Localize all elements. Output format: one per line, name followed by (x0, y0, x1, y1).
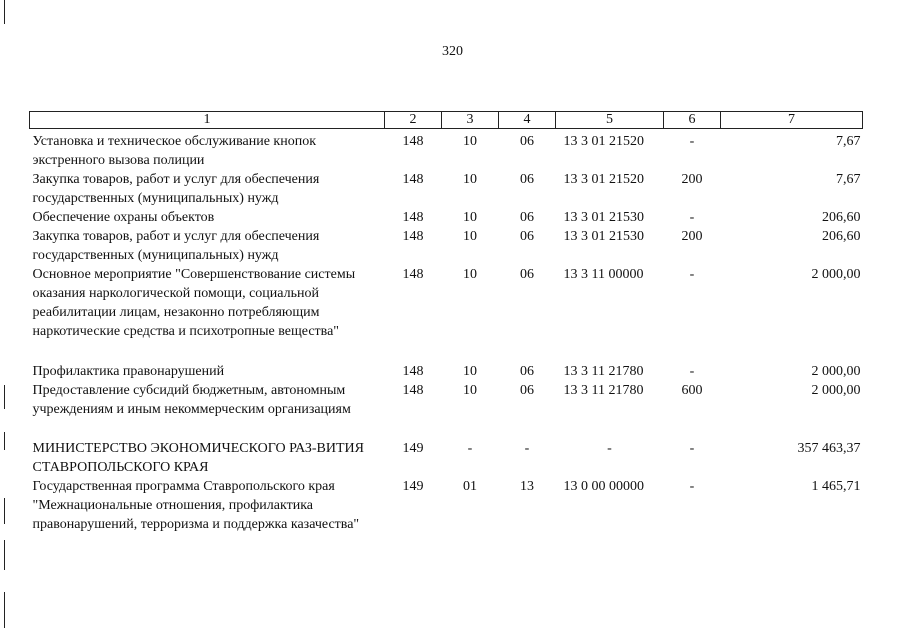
row-target-article: 13 3 11 00000 (563, 267, 644, 282)
row-subsection: 06 (520, 210, 534, 225)
page-number: 320 (442, 44, 463, 59)
table-row (30, 362, 863, 381)
row-ministry-code: 149 (402, 479, 424, 494)
row-subsection: 13 (520, 479, 534, 494)
row-amount: 2 000,00 (811, 267, 861, 282)
column-header: 5 (556, 112, 664, 129)
blank-row (30, 341, 863, 362)
row-expense-type: - (689, 134, 695, 149)
row-ministry-code: 148 (402, 267, 424, 282)
column-header: 6 (664, 112, 721, 129)
table-row (30, 170, 863, 208)
row-amount: 357 463,37 (797, 441, 861, 456)
row-ministry-code: 148 (402, 229, 424, 244)
row-section: 10 (463, 210, 477, 225)
row-ministry-code: 148 (402, 172, 424, 187)
row-target-article: 13 3 01 21530 (563, 210, 644, 225)
scan-edge-mark (4, 432, 5, 450)
row-target-article: 13 3 01 21520 (563, 172, 644, 187)
row-subsection: 06 (520, 134, 534, 149)
row-target-article: - (607, 441, 612, 456)
row-amount: 206,60 (822, 210, 861, 225)
row-ministry-code: 148 (402, 210, 424, 225)
column-header: 1 (30, 112, 385, 129)
column-header: 4 (499, 112, 556, 129)
table-row (30, 439, 863, 477)
row-subsection: 06 (520, 229, 534, 244)
row-name: Государственная программа Ставропольского края "Межнациональные отношения, профилактика правонарушений, терроризма и поддержка казачества" (32, 479, 360, 532)
row-amount: 1 465,71 (811, 479, 861, 494)
scan-edge-mark (4, 592, 5, 628)
row-expense-type: - (689, 210, 695, 225)
table-header-row (30, 112, 863, 129)
row-amount: 7,67 (836, 134, 861, 149)
row-ministry-code: 149 (402, 441, 424, 456)
scan-edge-mark (4, 498, 5, 524)
table-row (30, 265, 863, 341)
row-name: Основное мероприятие "Совершенствование системы оказания наркологической помощи, социальной реабилитации лицам, незаконно потребляющим наркотические средства и психотропные вещества" (32, 267, 356, 339)
row-section: - (467, 441, 473, 456)
row-subsection: 06 (520, 383, 534, 398)
row-section: 10 (463, 229, 477, 244)
row-section: 10 (463, 364, 477, 379)
row-section: 01 (463, 479, 477, 494)
row-section: 10 (463, 172, 477, 187)
row-target-article: 13 3 01 21520 (563, 134, 644, 149)
row-amount: 206,60 (822, 229, 861, 244)
row-ministry-code: 148 (402, 364, 424, 379)
row-name: Обеспечение охраны объектов (32, 210, 215, 225)
row-target-article: 13 3 01 21530 (563, 229, 644, 244)
scan-edge-mark (4, 0, 5, 24)
table-row (30, 208, 863, 227)
row-subsection: 06 (520, 267, 534, 282)
row-amount: 2 000,00 (811, 364, 861, 379)
blank-row (30, 419, 863, 439)
row-expense-type: 200 (681, 172, 703, 187)
row-subsection: - (524, 441, 530, 456)
row-expense-type: 600 (681, 383, 703, 398)
row-amount: 2 000,00 (811, 383, 861, 398)
table-row (30, 381, 863, 419)
column-header: 2 (385, 112, 442, 129)
row-name: Закупка товаров, работ и услуг для обеспечения государственных (муниципальных) нужд (32, 229, 320, 263)
row-expense-type: - (689, 441, 695, 456)
row-section: 10 (463, 383, 477, 398)
row-amount: 7,67 (836, 172, 861, 187)
row-ministry-code: 148 (402, 134, 424, 149)
table-row (30, 477, 863, 534)
scan-edge-mark (4, 385, 5, 409)
column-header: 7 (721, 112, 863, 129)
table-row (30, 227, 863, 265)
row-expense-type: - (689, 267, 695, 282)
row-ministry-code: 148 (402, 383, 424, 398)
row-section: 10 (463, 267, 477, 282)
row-target-article: 13 3 11 21780 (563, 383, 644, 398)
table-row (30, 129, 863, 171)
row-name: Установка и техническое обслуживание кнопок экстренного вызова полиции (32, 134, 316, 168)
row-name: Закупка товаров, работ и услуг для обеспечения государственных (муниципальных) нужд (32, 172, 320, 206)
row-expense-type: - (689, 479, 695, 494)
row-expense-type: 200 (681, 229, 703, 244)
row-subsection: 06 (520, 364, 534, 379)
row-name: Предоставление субсидий бюджетным, автономным учреждениям и иным некоммерческим организациям (32, 383, 351, 417)
budget-table (29, 111, 863, 534)
row-subsection: 06 (520, 172, 534, 187)
row-expense-type: - (689, 364, 695, 379)
row-target-article: 13 3 11 21780 (563, 364, 644, 379)
row-name: Профилактика правонарушений (32, 364, 225, 379)
scan-edge-mark (4, 540, 5, 570)
row-target-article: 13 0 00 00000 (563, 479, 644, 494)
row-name: МИНИСТЕРСТВО ЭКОНОМИЧЕСКОГО РАЗ-ВИТИЯ СТАВРОПОЛЬСКОГО КРАЯ (32, 441, 364, 475)
row-section: 10 (463, 134, 477, 149)
column-header: 3 (442, 112, 499, 129)
